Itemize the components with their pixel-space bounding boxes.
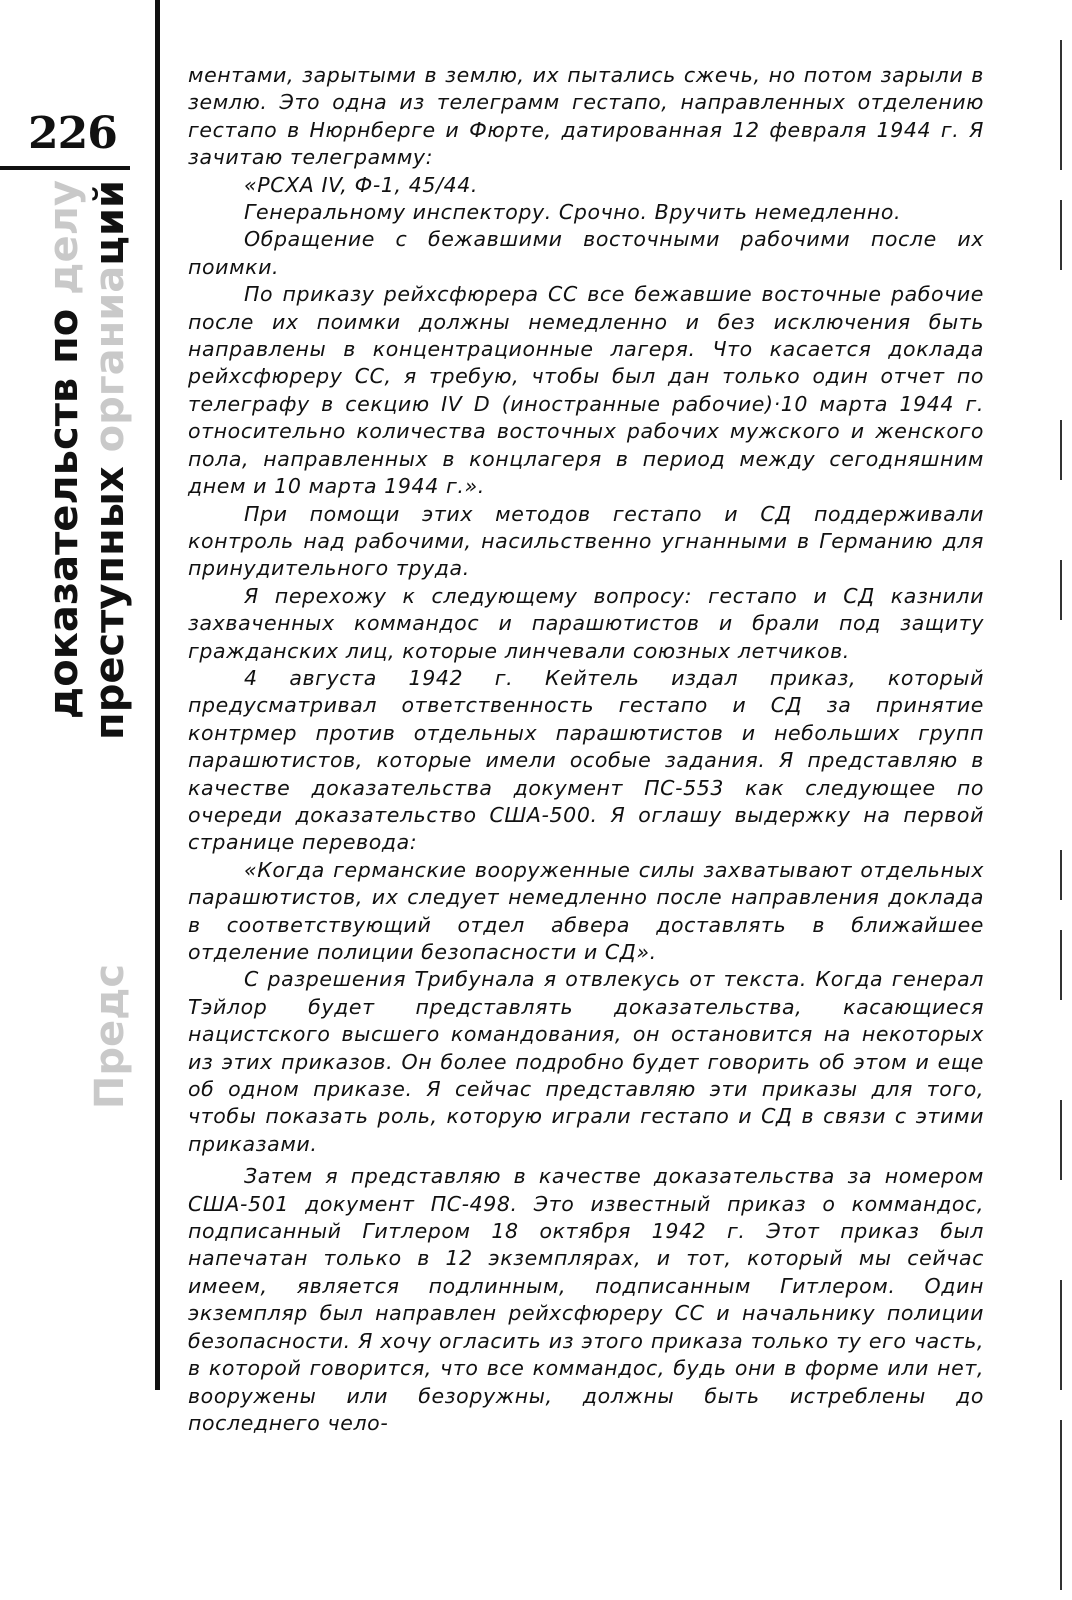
page-number: 226 (28, 108, 117, 159)
body-text-column (188, 62, 984, 1437)
right-edge-mark (1060, 930, 1062, 1000)
running-title-dark-end: ций (87, 180, 133, 266)
running-title-line-1 (41, 180, 87, 720)
right-edge-mark (1060, 850, 1062, 900)
right-edge-mark (1060, 420, 1062, 480)
running-title-dark-word: преступных (87, 466, 133, 740)
running-title-line-2 (87, 180, 133, 1110)
right-edge-mark (1060, 1280, 1062, 1390)
paragraph: При помощи этих методов гестапо и СД поддерживали контроль над рабочими, насильственно угнанными в Германию для принудительного труда. (188, 501, 984, 581)
right-edge-mark (1060, 1420, 1062, 1590)
paragraph: «РСХА IV, Ф-1, 45/44. (244, 172, 478, 197)
paragraph: 4 августа 1942 г. Кейтель издал приказ, который предусматривал ответственность гестапо и СД за принятие контрмер против отдельных парашютистов и небольших групп парашютистов, которые имели особые задания. Я представляю в качестве доказательства документ ПС-553 как следующее по очереди доказательство США-500. Я оглашу выдержку на первой странице перевода: (188, 665, 984, 855)
paragraph: Я перехожу к следующему вопросу: гестапо и СД казнили захваченных коммандос и парашютистов и брали под защиту гражданских лиц, которые линчевали союзных летчиков. (188, 583, 984, 663)
running-title-prefix: Предс (87, 963, 133, 1110)
right-edge-mark (1060, 40, 1062, 170)
running-title-dark-part: доказательств по (41, 308, 87, 720)
paragraph: Затем я представляю в качестве доказательства за номером США-501 документ ПС-498. Это известный приказ о коммандос, подписанный Гитлером 18 октября 1942 г. Этот приказ был напечатан только в 12 экземплярах, и тот, который мы сейчас имеем, является подлинным, подписанным Гитлером. Один экземпляр был направлен рейхсфюреру СС и начальнику полиции безопасности. Я хочу огласить из этого приказа только ту его часть, в которой говорится, что все коммандос, будь они в форме или нет, вооружены или безоружны, должны быть истреблены до последнего чело- (188, 1164, 984, 1435)
paragraph: «Когда германские вооруженные силы захватывают отдельных парашютистов, их следует немедленно после направления доклада в соответствующий отдел абвера доставлять в ближайшее отделение полиции безопасности и СД». (188, 857, 984, 964)
running-title-light-part: делу (41, 180, 87, 295)
right-edge-mark (1060, 200, 1062, 270)
paragraph: По приказу рейхсфюрера СС все бежавшие восточные рабочие после их поимки должны немедленно и без исключения быть направлены в концентрационные лагеря. Что касается доклада рейхсфюреру СС, я требую, чтобы был дан только один отчет по телеграфу в секцию IV D (иностранные рабочие)·10 марта 1944 г. относительно количества восточных рабочих мужского и женского пола, направленных в концлагеря в период между сегодняшним днем и 10 марта 1944 г.». (188, 282, 984, 499)
section-running-title (41, 180, 204, 1180)
page-number-rule (0, 166, 130, 170)
running-title-light-word-visible: органиа (87, 265, 133, 453)
paragraph: С разрешения Трибунала я отвлекусь от текста. Когда генерал Тэйлор будет представлять доказательства, касающиеся нацистского высшего командования, он остановится на некоторых из этих приказов. Он более подробно будет говорить об этом и еще об одном приказе. Я сейчас представляю эти приказы для того, чтобы показать роль, которую играли гестапо и СД в связи с этими приказами. (188, 967, 984, 1156)
paragraph: ментами, зарытыми в землю, их пытались сжечь, но потом зарыли в землю. Это одна из телеграмм гестапо, направленных отделению гестапо в Нюрнберге и Фюрте, датированная 12 февраля 1944 г. Я зачитаю телеграмму: (188, 63, 984, 170)
right-edge-mark (1060, 1100, 1062, 1180)
paragraph: Генеральному инспектору. Срочно. Вручить немедленно. (244, 200, 902, 225)
right-edge-mark (1060, 560, 1062, 620)
paragraph: Обращение с бежавшими восточными рабочими после их поимки. (188, 227, 984, 279)
